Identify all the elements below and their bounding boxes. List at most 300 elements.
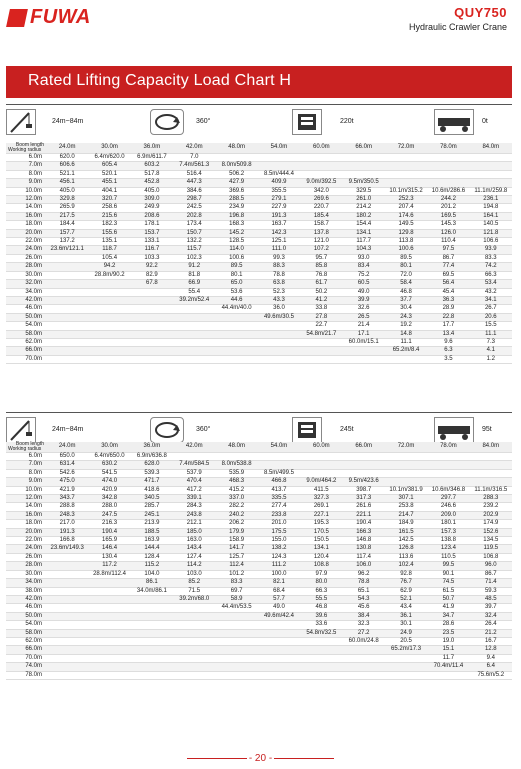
working-radius-cell: 16.0m bbox=[6, 511, 46, 519]
capacity-cell: 202.9 bbox=[470, 511, 512, 519]
capacity-cell: 69.7 bbox=[215, 587, 257, 595]
table-row bbox=[6, 221, 512, 229]
capacity-cell bbox=[427, 162, 469, 170]
boom-length-header: 60.0m bbox=[300, 442, 342, 453]
capacity-cell bbox=[343, 170, 385, 178]
capacity-cell: 650.0 bbox=[46, 453, 88, 461]
capacity-cell: 213.9 bbox=[131, 520, 173, 528]
counterweight-icon bbox=[292, 109, 322, 135]
capacity-cell: 285.7 bbox=[131, 503, 173, 511]
boom-length-header: 42.0m bbox=[173, 143, 215, 154]
capacity-cell bbox=[46, 271, 88, 279]
capacity-cell: 240.2 bbox=[215, 511, 257, 519]
capacity-cell: 21.4 bbox=[343, 322, 385, 330]
capacity-cell: 420.9 bbox=[88, 486, 130, 494]
capacity-cell: 191.3 bbox=[46, 528, 88, 536]
capacity-cell: 216.3 bbox=[88, 520, 130, 528]
capacity-cell bbox=[88, 629, 130, 637]
capacity-cell: 253.8 bbox=[385, 503, 427, 511]
capacity-cell: 10.1m/315.2 bbox=[385, 187, 427, 195]
chart-title: Rated Lifting Capacity Load Chart H bbox=[6, 66, 512, 98]
working-radius-cell: 66.0m bbox=[6, 347, 46, 355]
capacity-cell: 258.6 bbox=[88, 204, 130, 212]
capacity-cell: 92.8 bbox=[385, 570, 427, 578]
capacity-cell bbox=[173, 355, 215, 363]
capacity-cell: 190.4 bbox=[88, 528, 130, 536]
capacity-cell: 185.0 bbox=[173, 528, 215, 536]
capacity-cell: 209.0 bbox=[427, 511, 469, 519]
capacity-cell bbox=[173, 663, 215, 671]
capacity-cell: 165.9 bbox=[88, 537, 130, 545]
capacity-cell bbox=[385, 355, 427, 363]
capacity-cell: 185.4 bbox=[300, 212, 342, 220]
capacity-cell: 521.1 bbox=[46, 170, 88, 178]
capacity-cell: 603.2 bbox=[131, 162, 173, 170]
capacity-cell: 128.5 bbox=[215, 238, 257, 246]
capacity-cell: 28.8m/90.2 bbox=[88, 271, 130, 279]
capacity-cell bbox=[88, 621, 130, 629]
capacity-cell: 50.2 bbox=[300, 288, 342, 296]
capacity-cell: 145.2 bbox=[215, 229, 257, 237]
capacity-cell: 66.9 bbox=[173, 280, 215, 288]
capacity-cell: 134.5 bbox=[470, 537, 512, 545]
capacity-cell bbox=[88, 322, 130, 330]
working-radius-cell: 50.0m bbox=[6, 612, 46, 620]
capacity-cell: 113.6 bbox=[385, 553, 427, 561]
capacity-cell bbox=[131, 671, 173, 679]
capacity-cell: 517.8 bbox=[131, 170, 173, 178]
table-row bbox=[6, 330, 512, 338]
capacity-cell: 539.3 bbox=[131, 469, 173, 477]
capacity-cell: 245.1 bbox=[131, 511, 173, 519]
capacity-cell bbox=[46, 322, 88, 330]
working-radius-cell: 16.0m bbox=[6, 212, 46, 220]
table-row bbox=[6, 579, 512, 587]
capacity-cell: 277.4 bbox=[258, 503, 300, 511]
capacity-cell bbox=[88, 671, 130, 679]
capacity-cell: 20.6 bbox=[470, 313, 512, 321]
table-row bbox=[6, 305, 512, 313]
capacity-cell: 24.3 bbox=[385, 313, 427, 321]
capacity-cell: 413.7 bbox=[258, 486, 300, 494]
capacity-cell: 24.9 bbox=[385, 629, 427, 637]
capacity-cell: 61.7 bbox=[300, 280, 342, 288]
capacity-cell: 288.8 bbox=[46, 503, 88, 511]
working-radius-cell: 20.0m bbox=[6, 229, 46, 237]
capacity-cell: 134.1 bbox=[343, 229, 385, 237]
capacity-cell: 32.6 bbox=[343, 305, 385, 313]
capacity-cell: 77.4 bbox=[427, 263, 469, 271]
capacity-cell: 44.6 bbox=[215, 296, 257, 304]
brand-name: FUWA bbox=[30, 6, 91, 28]
capacity-cell bbox=[258, 347, 300, 355]
table-row bbox=[6, 254, 512, 262]
capacity-cell bbox=[385, 654, 427, 662]
capacity-cell: 7.3 bbox=[470, 338, 512, 346]
capacity-cell: 340.5 bbox=[131, 495, 173, 503]
capacity-cell bbox=[427, 671, 469, 679]
capacity-cell: 100.6 bbox=[215, 254, 257, 262]
capacity-cell: 56.4 bbox=[427, 280, 469, 288]
capacity-cell bbox=[300, 162, 342, 170]
capacity-cell: 137.8 bbox=[300, 229, 342, 237]
table-row bbox=[6, 212, 512, 220]
table-row bbox=[6, 288, 512, 296]
capacity-cell: 179.9 bbox=[215, 528, 257, 536]
capacity-cell bbox=[215, 646, 257, 654]
table-row bbox=[6, 296, 512, 304]
working-radius-cell: 26.0m bbox=[6, 553, 46, 561]
corner-cell: Boom length Working radius bbox=[8, 142, 44, 153]
capacity-cell bbox=[215, 313, 257, 321]
capacity-cell: 4.1 bbox=[470, 347, 512, 355]
capacity-cell: 166.3 bbox=[343, 528, 385, 536]
capacity-cell: 62.9 bbox=[385, 587, 427, 595]
working-radius-cell: 9.0m bbox=[6, 478, 46, 486]
capacity-cell: 50.7 bbox=[427, 595, 469, 603]
capacity-cell: 329.8 bbox=[46, 196, 88, 204]
capacity-cell: 343.7 bbox=[46, 495, 88, 503]
capacity-cell bbox=[173, 612, 215, 620]
capacity-cell bbox=[131, 612, 173, 620]
capacity-cell: 23.6m/121.1 bbox=[46, 246, 88, 254]
capacity-cell bbox=[385, 170, 427, 178]
capacity-cell: 242.5 bbox=[173, 204, 215, 212]
capacity-cell: 43.4 bbox=[385, 604, 427, 612]
capacity-cell: 158.9 bbox=[215, 537, 257, 545]
table-row bbox=[6, 637, 512, 645]
table-row bbox=[6, 587, 512, 595]
corner-cell: Boom length Working radius bbox=[8, 441, 44, 452]
working-radius-cell: 14.0m bbox=[6, 204, 46, 212]
boom-length-header: 72.0m bbox=[385, 143, 427, 154]
capacity-cell: 174.6 bbox=[385, 212, 427, 220]
capacity-cell: 132.2 bbox=[173, 238, 215, 246]
capacity-cell: 239.2 bbox=[470, 503, 512, 511]
working-radius-cell: 8.0m bbox=[6, 170, 46, 178]
capacity-cell bbox=[343, 469, 385, 477]
capacity-cell: 191.3 bbox=[258, 212, 300, 220]
capacity-cell bbox=[46, 671, 88, 679]
table-row bbox=[6, 347, 512, 355]
capacity-cell: 107.2 bbox=[300, 246, 342, 254]
working-radius-cell: 22.0m bbox=[6, 537, 46, 545]
capacity-cell: 78.8 bbox=[258, 271, 300, 279]
working-radius-cell: 62.0m bbox=[6, 637, 46, 645]
working-radius-cell: 24.0m bbox=[6, 545, 46, 553]
boom-length-header: 54.0m bbox=[258, 442, 300, 453]
capacity-cell: 46.8 bbox=[300, 604, 342, 612]
table-row bbox=[6, 238, 512, 246]
table-row bbox=[6, 187, 512, 195]
capacity-cell bbox=[46, 663, 88, 671]
working-radius-cell: 9.0m bbox=[6, 179, 46, 187]
capacity-cell: 23.5 bbox=[427, 629, 469, 637]
capacity-cell: 53.4 bbox=[470, 280, 512, 288]
capacity-cell: 76.7 bbox=[385, 579, 427, 587]
capacity-cell: 13.4 bbox=[427, 330, 469, 338]
capacity-cell bbox=[300, 637, 342, 645]
capacity-cell bbox=[131, 629, 173, 637]
capacity-cell bbox=[88, 612, 130, 620]
capacity-cell: 55.4 bbox=[173, 288, 215, 296]
capacity-cell: 101.2 bbox=[215, 570, 257, 578]
capacity-cell: 342.8 bbox=[88, 495, 130, 503]
capacity-cell: 34.1 bbox=[470, 296, 512, 304]
capacity-cell bbox=[46, 305, 88, 313]
capacity-cell: 45.6 bbox=[343, 604, 385, 612]
working-radius-cell: 54.0m bbox=[6, 322, 46, 330]
capacity-cell: 155.0 bbox=[258, 537, 300, 545]
capacity-cell bbox=[88, 646, 130, 654]
capacity-cell bbox=[258, 338, 300, 346]
capacity-cell: 175.5 bbox=[258, 528, 300, 536]
capacity-cell: 152.6 bbox=[470, 528, 512, 536]
capacity-cell: 143.4 bbox=[173, 545, 215, 553]
capacity-cell bbox=[300, 347, 342, 355]
working-radius-cell: 14.0m bbox=[6, 503, 46, 511]
capacity-cell: 8.0m/509.8 bbox=[215, 162, 257, 170]
capacity-cell: 46.8 bbox=[385, 288, 427, 296]
working-radius-cell: 58.0m bbox=[6, 330, 46, 338]
capacity-cell bbox=[173, 604, 215, 612]
capacity-cell bbox=[173, 621, 215, 629]
capacity-cell: 97.5 bbox=[427, 246, 469, 254]
capacity-cell bbox=[215, 612, 257, 620]
capacity-cell: 17.7 bbox=[427, 322, 469, 330]
capacity-cell: 43.2 bbox=[470, 288, 512, 296]
boom-length-header: 42.0m bbox=[173, 442, 215, 453]
capacity-cell: 125.7 bbox=[215, 553, 257, 561]
capacity-cell: 134.1 bbox=[300, 545, 342, 553]
capacity-cell: 630.2 bbox=[88, 461, 130, 469]
capacity-cell: 265.9 bbox=[46, 204, 88, 212]
capacity-cell bbox=[46, 288, 88, 296]
capacity-cell: 70.4m/11.4 bbox=[427, 663, 469, 671]
working-radius-cell: 12.0m bbox=[6, 495, 46, 503]
capacity-cell bbox=[343, 646, 385, 654]
capacity-cell: 52.3 bbox=[258, 288, 300, 296]
capacity-cell: 288.0 bbox=[88, 503, 130, 511]
capacity-cell: 269.1 bbox=[300, 503, 342, 511]
capacity-cell bbox=[300, 663, 342, 671]
working-radius-cell: 10.0m bbox=[6, 187, 46, 195]
capacity-cell: 246.6 bbox=[427, 503, 469, 511]
capacity-cell: 180.2 bbox=[343, 212, 385, 220]
capacity-cell: 9.6 bbox=[427, 338, 469, 346]
working-radius-cell: 46.0m bbox=[6, 305, 46, 313]
capacity-cell bbox=[258, 322, 300, 330]
capacity-cell: 541.5 bbox=[88, 469, 130, 477]
capacity-cell: 54.8m/21.7 bbox=[300, 330, 342, 338]
working-radius-cell: 32.0m bbox=[6, 280, 46, 288]
capacity-cell bbox=[173, 313, 215, 321]
table-row bbox=[6, 629, 512, 637]
capacity-cell: 8.5m/499.5 bbox=[258, 469, 300, 477]
capacity-cell: 80.1 bbox=[215, 271, 257, 279]
capacity-cell: 317.3 bbox=[343, 495, 385, 503]
working-radius-cell: 42.0m bbox=[6, 296, 46, 304]
capacity-cell: 72.0 bbox=[385, 271, 427, 279]
capacity-cell bbox=[215, 322, 257, 330]
capacity-cell: 631.4 bbox=[46, 461, 88, 469]
capacity-cell: 150.5 bbox=[300, 537, 342, 545]
working-radius-cell: 6.0m bbox=[6, 453, 46, 461]
capacity-cell bbox=[215, 663, 257, 671]
capacity-cell bbox=[258, 646, 300, 654]
boom-length-header: 24.0m bbox=[46, 442, 88, 453]
capacity-cell: 71.5 bbox=[173, 587, 215, 595]
counterweight-icon bbox=[292, 417, 322, 443]
capacity-cell bbox=[88, 654, 130, 662]
capacity-cell: 23.6m/149.3 bbox=[46, 545, 88, 553]
capacity-cell: 93.0 bbox=[343, 254, 385, 262]
capacity-cell: 227.9 bbox=[258, 204, 300, 212]
capacity-cell bbox=[46, 629, 88, 637]
capacity-cell: 36.1 bbox=[385, 612, 427, 620]
capacity-cell bbox=[258, 461, 300, 469]
capacity-cell: 96.2 bbox=[343, 570, 385, 578]
capacity-cell: 7.4m/584.5 bbox=[173, 461, 215, 469]
working-radius-cell: 28.0m bbox=[6, 562, 46, 570]
capacity-cell bbox=[173, 637, 215, 645]
capacity-cell: 9.0m/392.5 bbox=[300, 179, 342, 187]
capacity-cell: 144.4 bbox=[131, 545, 173, 553]
capacity-cell: 105.4 bbox=[88, 254, 130, 262]
capacity-cell: 44.4m/53.5 bbox=[215, 604, 257, 612]
capacity-cell: 121.0 bbox=[300, 238, 342, 246]
capacity-cell: 104.3 bbox=[343, 246, 385, 254]
capacity-cell: 32.3 bbox=[343, 621, 385, 629]
capacity-cell: 14.8 bbox=[385, 330, 427, 338]
capacity-cell: 53.6 bbox=[215, 288, 257, 296]
table-row bbox=[6, 229, 512, 237]
capacity-cell: 261.0 bbox=[343, 196, 385, 204]
capacity-cell bbox=[131, 604, 173, 612]
capacity-cell: 174.9 bbox=[470, 520, 512, 528]
model-subtitle: Hydraulic Crawler Crane bbox=[408, 22, 507, 32]
capacity-cell: 10.1m/381.9 bbox=[385, 486, 427, 494]
capacity-cell bbox=[470, 170, 512, 178]
capacity-cell: 112.4 bbox=[215, 562, 257, 570]
working-radius-cell: 20.0m bbox=[6, 528, 46, 536]
capacity-cell: 82.1 bbox=[258, 579, 300, 587]
boom-length-header: 84.0m bbox=[470, 143, 512, 154]
capacity-cell: 117.7 bbox=[343, 238, 385, 246]
capacity-cell: 269.6 bbox=[300, 196, 342, 204]
capacity-cell: 119.5 bbox=[470, 545, 512, 553]
capacity-cell bbox=[258, 654, 300, 662]
capacity-cell bbox=[173, 453, 215, 461]
capacity-cell bbox=[88, 579, 130, 587]
capacity-cell: 89.5 bbox=[385, 254, 427, 262]
capacity-cell: 118.7 bbox=[88, 246, 130, 254]
boom-length-header: 84.0m bbox=[470, 442, 512, 453]
capacity-cell: 9.4 bbox=[470, 654, 512, 662]
capacity-cell: 178.1 bbox=[131, 221, 173, 229]
capacity-cell: 335.5 bbox=[258, 495, 300, 503]
capacity-cell: 28.8m/112.4 bbox=[88, 570, 130, 578]
capacity-cell: 69.5 bbox=[427, 271, 469, 279]
capacity-cell: 9.0m/464.2 bbox=[300, 478, 342, 486]
capacity-cell: 506.2 bbox=[215, 170, 257, 178]
capacity-cell: 190.4 bbox=[343, 520, 385, 528]
capacity-cell bbox=[46, 621, 88, 629]
capacity-cell bbox=[300, 469, 342, 477]
capacity-cell: 115.7 bbox=[173, 246, 215, 254]
capacity-cell: 252.3 bbox=[385, 196, 427, 204]
capacity-cell: 11.1 bbox=[385, 338, 427, 346]
capacity-cell: 94.2 bbox=[88, 263, 130, 271]
capacity-cell bbox=[88, 313, 130, 321]
capacity-cell bbox=[173, 654, 215, 662]
capacity-cell: 66.3 bbox=[470, 271, 512, 279]
capacity-cell: 244.2 bbox=[427, 196, 469, 204]
capacity-cell bbox=[173, 629, 215, 637]
capacity-cell: 26.5 bbox=[343, 313, 385, 321]
capacity-cell: 43.3 bbox=[258, 296, 300, 304]
capacity-cell: 297.7 bbox=[427, 495, 469, 503]
capacity-cell: 100.0 bbox=[258, 570, 300, 578]
working-radius-cell: 46.0m bbox=[6, 604, 46, 612]
working-radius-cell: 74.0m bbox=[6, 663, 46, 671]
capacity-cell: 537.9 bbox=[173, 469, 215, 477]
capacity-cell: 196.8 bbox=[215, 212, 257, 220]
capacity-cell: 194.8 bbox=[470, 204, 512, 212]
table-row bbox=[6, 338, 512, 346]
working-radius-cell: 34.0m bbox=[6, 579, 46, 587]
capacity-cell: 184.9 bbox=[385, 520, 427, 528]
capacity-cell bbox=[258, 162, 300, 170]
capacity-cell: 142.3 bbox=[258, 229, 300, 237]
capacity-cell bbox=[343, 654, 385, 662]
capacity-cell: 452.8 bbox=[131, 179, 173, 187]
capacity-cell bbox=[385, 154, 427, 162]
capacity-cell bbox=[46, 595, 88, 603]
capacity-cell: 307.1 bbox=[385, 495, 427, 503]
table-row bbox=[6, 537, 512, 545]
boom-length-header: 48.0m bbox=[215, 143, 257, 154]
capacity-cell: 337.0 bbox=[215, 495, 257, 503]
capacity-cell bbox=[427, 461, 469, 469]
capacity-cell bbox=[215, 338, 257, 346]
capacity-cell: 214.2 bbox=[343, 204, 385, 212]
capacity-cell bbox=[343, 671, 385, 679]
capacity-cell: 195.3 bbox=[300, 520, 342, 528]
capacity-cell: 80.1 bbox=[385, 263, 427, 271]
capacity-cell: 97.9 bbox=[300, 570, 342, 578]
working-radius-cell: 7.0m bbox=[6, 461, 46, 469]
capacity-cell: 417.2 bbox=[173, 486, 215, 494]
working-radius-cell: 24.0m bbox=[6, 246, 46, 254]
capacity-cell: 65.2m/8.4 bbox=[385, 347, 427, 355]
capacity-cell: 520.1 bbox=[88, 170, 130, 178]
capacity-cell: 138.2 bbox=[258, 545, 300, 553]
capacity-cell: 474.0 bbox=[88, 478, 130, 486]
capacity-cell bbox=[343, 461, 385, 469]
capacity-cell: 447.3 bbox=[173, 179, 215, 187]
capacity-cell: 8.0m/538.8 bbox=[215, 461, 257, 469]
capacity-cell: 92.2 bbox=[131, 263, 173, 271]
capacity-cell bbox=[131, 288, 173, 296]
working-radius-cell: 30.0m bbox=[6, 570, 46, 578]
capacity-cell: 61.5 bbox=[427, 587, 469, 595]
table-row bbox=[6, 562, 512, 570]
capacity-cell bbox=[173, 322, 215, 330]
capacity-cell: 106.6 bbox=[470, 238, 512, 246]
capacity-cell bbox=[470, 162, 512, 170]
capacity-cell: 34.0m/86.1 bbox=[131, 587, 173, 595]
